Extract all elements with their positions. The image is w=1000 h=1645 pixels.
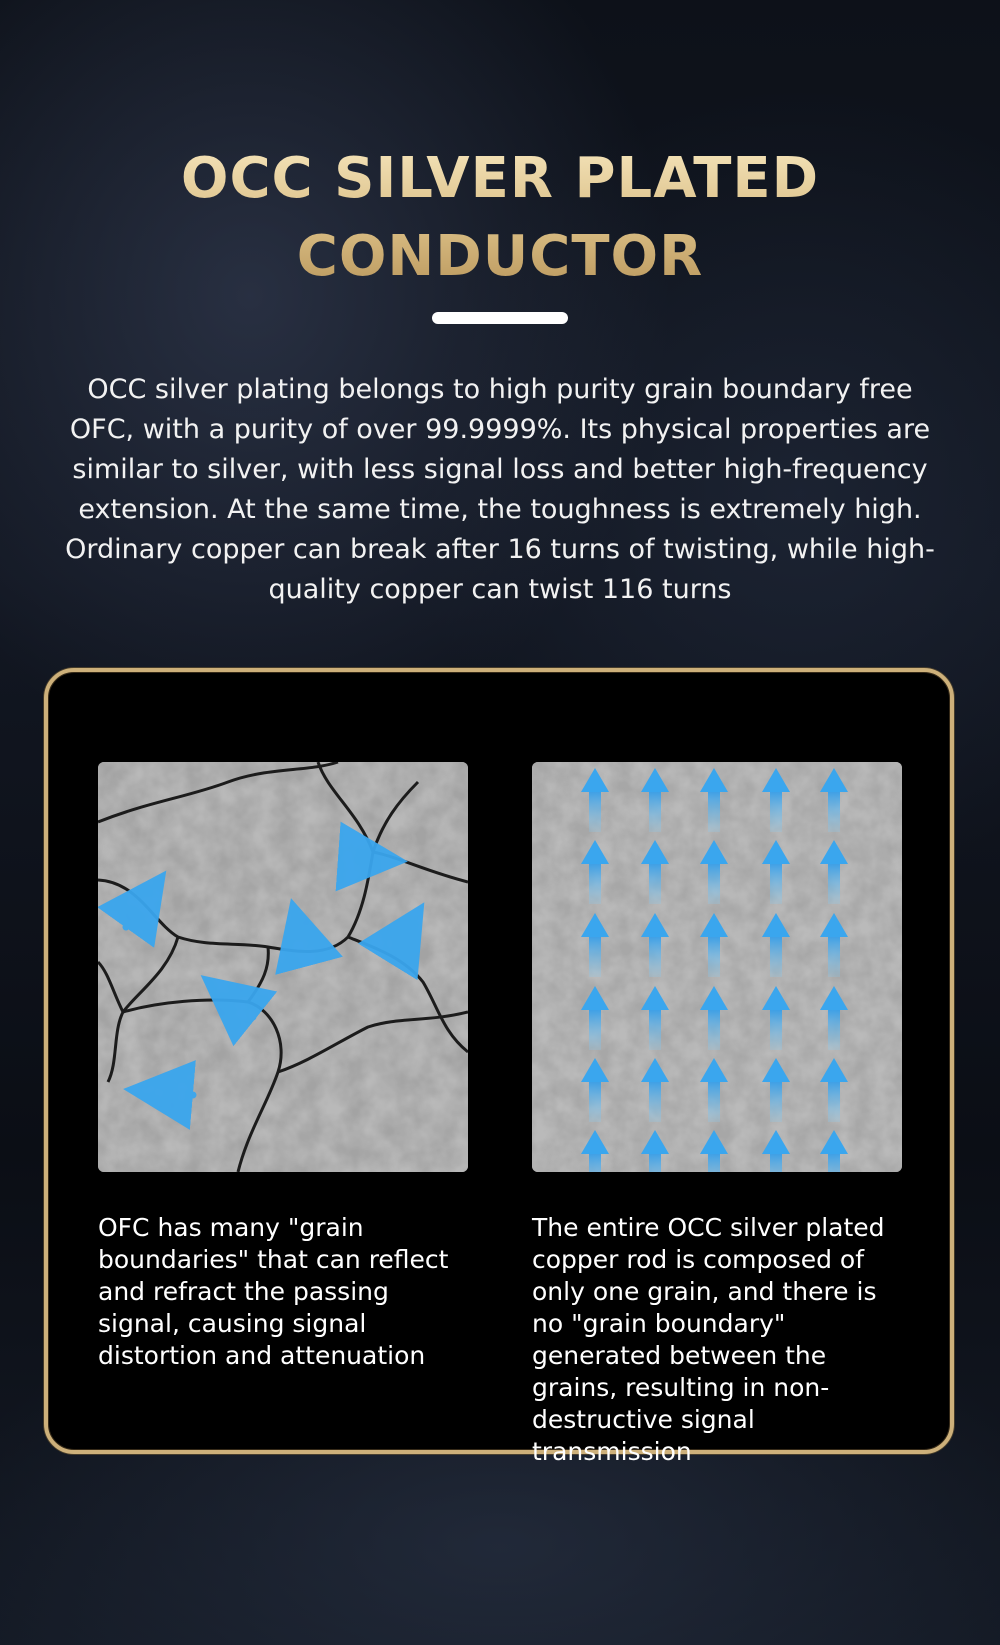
page-title-line-2: CONDUCTOR (296, 224, 704, 289)
page-title (0, 140, 1000, 296)
occ-caption: The entire OCC silver plated copper rod is composed of only one grain, and there is no "grain boundary" generated between the grains, resulting in non-destructive signal transmission (532, 1213, 885, 1466)
grain-boundary-illustration (98, 762, 468, 1172)
title-divider (432, 312, 568, 324)
intro-paragraph: OCC silver plating belongs to high purity grain boundary free OFC, with a purity of over 99.9999%. Its physical properties are similar to silver, with less signal loss and better high-frequency extension. At the same time, the toughness is extremely high. Ordinary copper can break after 16 turns of twisting, while high-quality copper can twist 116 turns (65, 374, 935, 605)
comparison-panel (44, 668, 954, 1466)
single-grain-microstructure-image (532, 762, 902, 1172)
grain-boundary-microstructure-image (98, 762, 468, 1172)
single-grain-illustration (532, 762, 902, 1172)
ofc-caption: OFC has many "grain boundaries" that can reflect and refract the passing signal, causing signal distortion and attenuation (98, 1213, 449, 1370)
page-title-line-1: OCC SILVER PLATED (180, 146, 820, 211)
